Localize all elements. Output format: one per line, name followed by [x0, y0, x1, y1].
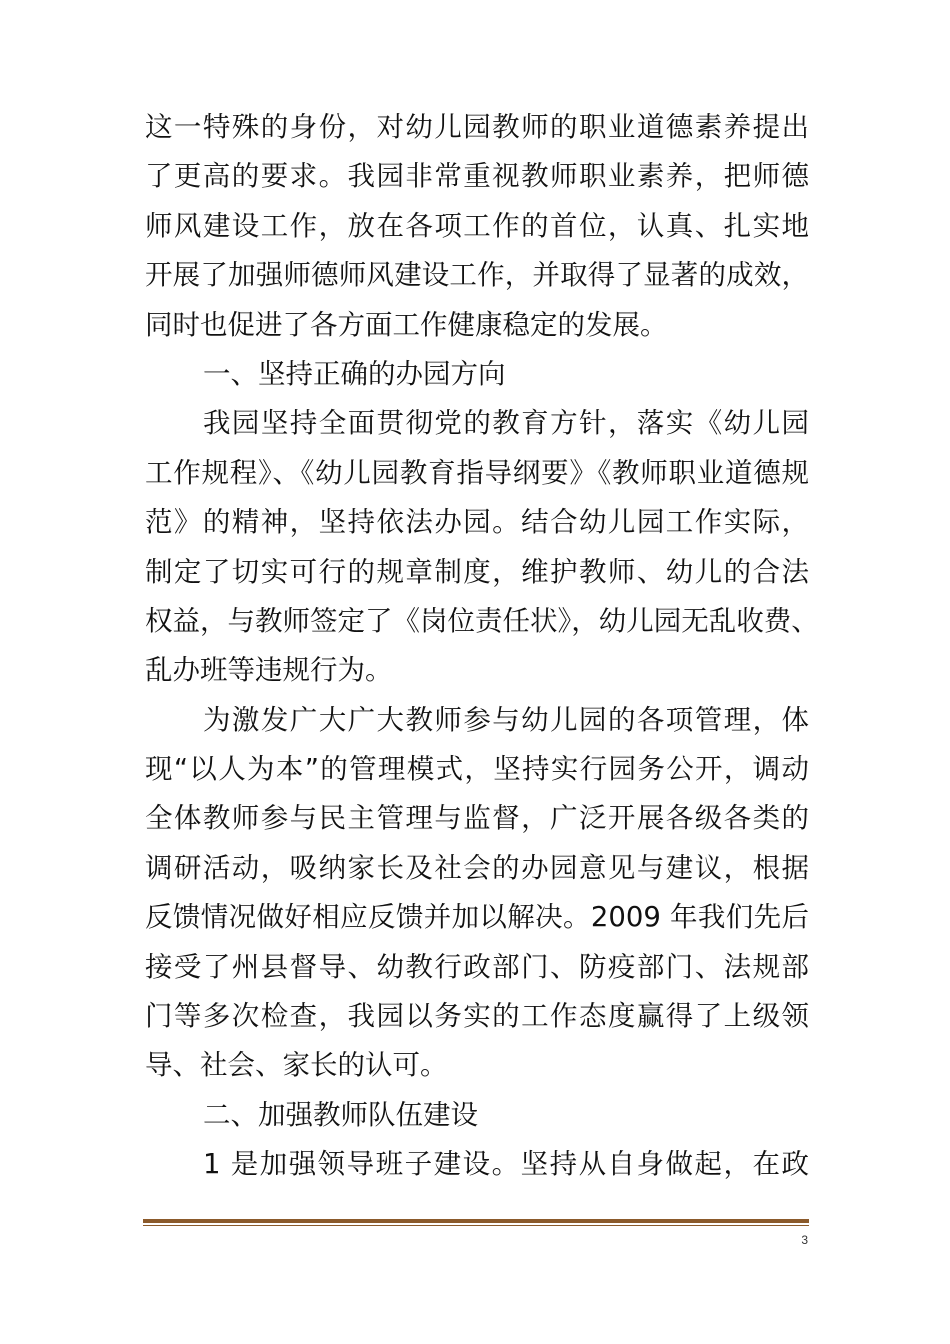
text-line: 了更高的要求。我园非常重视教师职业素养，把师德	[145, 160, 809, 193]
text-line: 师风建设工作，放在各项工作的首位，认真、扎实地	[145, 209, 809, 242]
text-line: 为激发广大广大教师参与幼儿园的各项管理，体	[203, 703, 809, 736]
text-line: 反馈情况做好相应反馈并加以解决。2009 年我们先后	[145, 901, 809, 934]
page-number: 3	[801, 1233, 808, 1247]
body-text	[145, 103, 819, 1190]
section-heading: 一、坚持正确的办园方向	[203, 357, 506, 390]
text-line: 门等多次检查，我园以务实的工作态度赢得了上级领	[145, 1000, 809, 1033]
text-line: 权益，与教师签定了《岗位责任状》，幼儿园无乱收费、	[145, 604, 819, 637]
text-line: 我园坚持全面贯彻党的教育方针，落实《幼儿园	[203, 407, 809, 440]
text-line: 接受了州县督导、幼教行政部门、防疫部门、法规部	[145, 950, 809, 983]
text-line: 1 是加强领导班子建设。坚持从自身做起，在政	[203, 1148, 809, 1181]
text-line: 现“以人为本”的管理模式，坚持实行园务公开，调动	[145, 753, 809, 786]
text-line: 全体教师参与民主管理与监督，广泛开展各级各类的	[145, 802, 809, 835]
section-heading: 二、加强教师队伍建设	[203, 1098, 478, 1131]
text-line: 导、社会、家长的认可。	[145, 1049, 448, 1082]
text-line: 制定了切实可行的规章制度，维护教师、幼儿的合法	[145, 555, 809, 588]
footer-divider	[143, 1219, 809, 1223]
text-line: 乱办班等违规行为。	[145, 654, 393, 687]
text-line: 这一特殊的身份，对幼儿园教师的职业道德素养提出	[145, 111, 809, 143]
footer-divider-thin	[143, 1225, 809, 1226]
text-line: 同时也促进了各方面工作健康稳定的发展。	[145, 308, 668, 341]
text-line: 开展了加强师德师风建设工作，并取得了显著的成效，	[145, 259, 809, 292]
text-line: 调研活动，吸纳家长及社会的办园意见与建议，根据	[145, 851, 809, 884]
text-line: 工作规程》、《幼儿园教育指导纲要》《教师职业道德规	[145, 456, 809, 489]
text-line: 范》的精神，坚持依法办园。结合幼儿园工作实际，	[145, 506, 809, 539]
